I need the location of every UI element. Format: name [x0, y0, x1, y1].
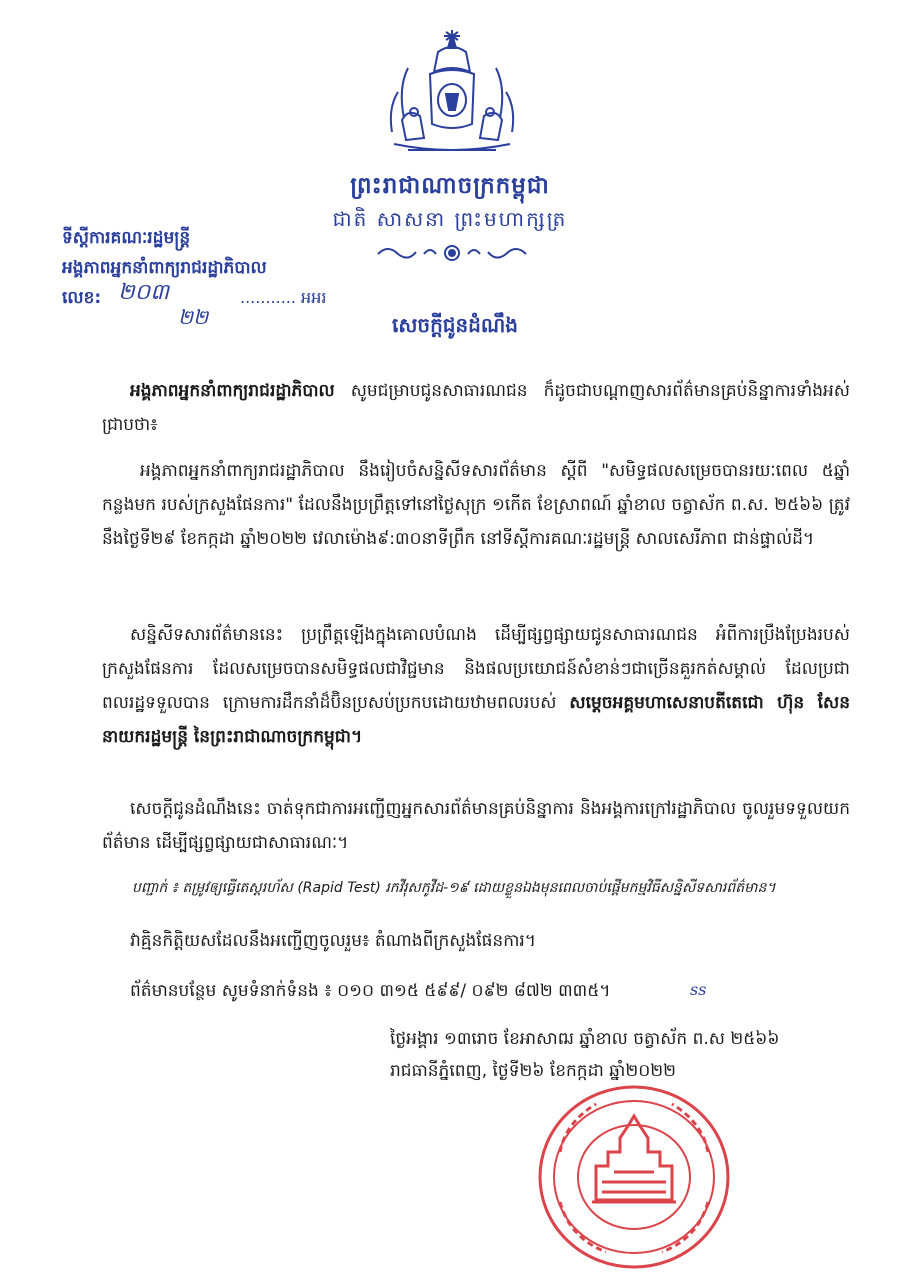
contact-line: ព័ត៌មានបន្ថែម សូមទំនាក់ទំនង ៖ ០១០ ៣១៥ ៥៩៩/ ០៩២ ៨៧២ ៣៣៥។: [130, 981, 611, 1001]
date-lunar: ថ្ងៃអង្គារ ១៣រោច ខែអាសាឍ ឆ្នាំខាល ចត្វាស័ក ព.ស ២៥៦៦: [390, 1029, 780, 1049]
paragraph-event: [102, 454, 850, 556]
purpose-text: សន្និសីទសារព័ត៌មាននេះ ប្រព្រឹត្តឡើងក្នុងគោលបំណង ដើម្បីផ្សព្វផ្សាយជូនសាធារណជន អំពីការប្រឹងប្រែងរបស់ ក្រសួងផែនការ ដែលសម្រេចបានសមិទ្ធផលជាវិជ្ជមាន និងផលប្រយោជន៍សំខាន់ៗជាច្រើនគួរកត់សម្គាល់ ដែលប្រជាពលរដ្ឋទទួលបាន ក្រោមការដឹកនាំដ៏ប៊ិនប្រសប់ប្រកបដោយឋាមពលរបស់: [102, 625, 850, 713]
reference-number-handwritten: ២០៣: [118, 280, 170, 305]
intro-text: សូមជម្រាបជូនសាធារណជន ក៏ដូចជាបណ្តាញសារព័ត៌មានគ្រប់និន្នាការទាំងអស់ជ្រាបថា៖: [102, 381, 850, 435]
ornament-divider-icon: [372, 240, 532, 266]
sender-unit: អង្គភាពអ្នកនាំពាក្យរាជរដ្ឋាភិបាល: [62, 258, 267, 278]
date-solar: រាជធានីភ្នំពេញ, ថ្ងៃទី២៦ ខែកក្កដា ឆ្នាំ២០២២: [390, 1061, 676, 1081]
reference-year-handwritten: ២២: [178, 305, 209, 329]
initials-signature: ss: [690, 980, 707, 999]
event-text: អង្គភាពអ្នកនាំពាក្យរាជរដ្ឋាភិបាល នឹងរៀបចំសន្និសីទសារព័ត៌មាន ស្តីពី "សមិទ្ធផលសម្រេចបានរយៈពេល ៥ឆ្នាំកន្លងមក របស់ក្រសួងផែនការ" ដែលនឹងប្រព្រឹត្តទៅនៅថ្ងៃសុក្រ ១កើត ខែស្រាពណ៍ ឆ្នាំខាល ចត្វាស័ក ព.ស. ២៥៦៦ ត្រូវនឹងថ្ងៃទី២៩ ខែកក្កដា ឆ្នាំ២០២២ វេលាម៉ោង៩:៣០នាទីព្រឹក នៅទីស្តីការគណៈរដ្ឋមន្ត្រី សាលសេរីភាព ជាន់ផ្ទាល់ដី។: [102, 461, 850, 549]
royal-arms-icon: [378, 28, 526, 158]
invitation-text: សេចក្តីជូនដំណឹងនេះ ចាត់ទុកជាការអញ្ជើញអ្នកសារព័ត៌មានគ្រប់និន្នាការ និងអង្គការក្រៅរដ្ឋាភិបាល ចូលរួមទទួលយកព័ត៌មាន ដើម្បីផ្សព្វផ្សាយជាសាធារណៈ។: [102, 799, 850, 853]
agenda-line: វាគ្មិនកិត្តិយសដែលនឹងអញ្ជើញចូលរួម៖ តំណាងពីក្រសួងផែនការ។: [130, 931, 536, 951]
reference-suffix: ........... អអរ: [240, 288, 327, 307]
intro-sender: អង្គភាពអ្នកនាំពាក្យរាជរដ្ឋាភិបាល: [130, 381, 335, 401]
paragraph-intro: [102, 374, 850, 442]
covid-note: បញ្ជាក់ ៖ តម្រូវឲ្យធ្វើតេស្តរហ័ស (Rapid Test) រកវីរុសកូវីដ-១៩ ដោយខ្លួនឯងមុនពេលចាប់ផ្តើមកម្មវិធីសន្និសីទសារព័ត៌មាន។: [132, 880, 776, 896]
national-motto: ជាតិ សាសនា ព្រះមហាក្សត្រ: [332, 207, 568, 231]
sender-office: ទីស្តីការគណៈរដ្ឋមន្ត្រី: [62, 228, 191, 248]
official-seal-icon: [536, 1082, 732, 1272]
reference-label: លេខ:: [62, 288, 102, 308]
paragraph-invitation: [102, 792, 850, 860]
purpose-leader: សម្តេចអគ្គមហាសេនាបតីតេជោ ហ៊ុន សែន នាយករដ្ឋមន្ត្រី នៃព្រះរាជាណាចក្រកម្ពុជា។: [102, 693, 850, 747]
document-title: សេចក្តីជូនដំណឹង: [392, 313, 518, 337]
kingdom-heading: ព្រះរាជាណាចក្រកម្ពុជា: [350, 173, 550, 199]
paragraph-purpose: [102, 618, 850, 754]
